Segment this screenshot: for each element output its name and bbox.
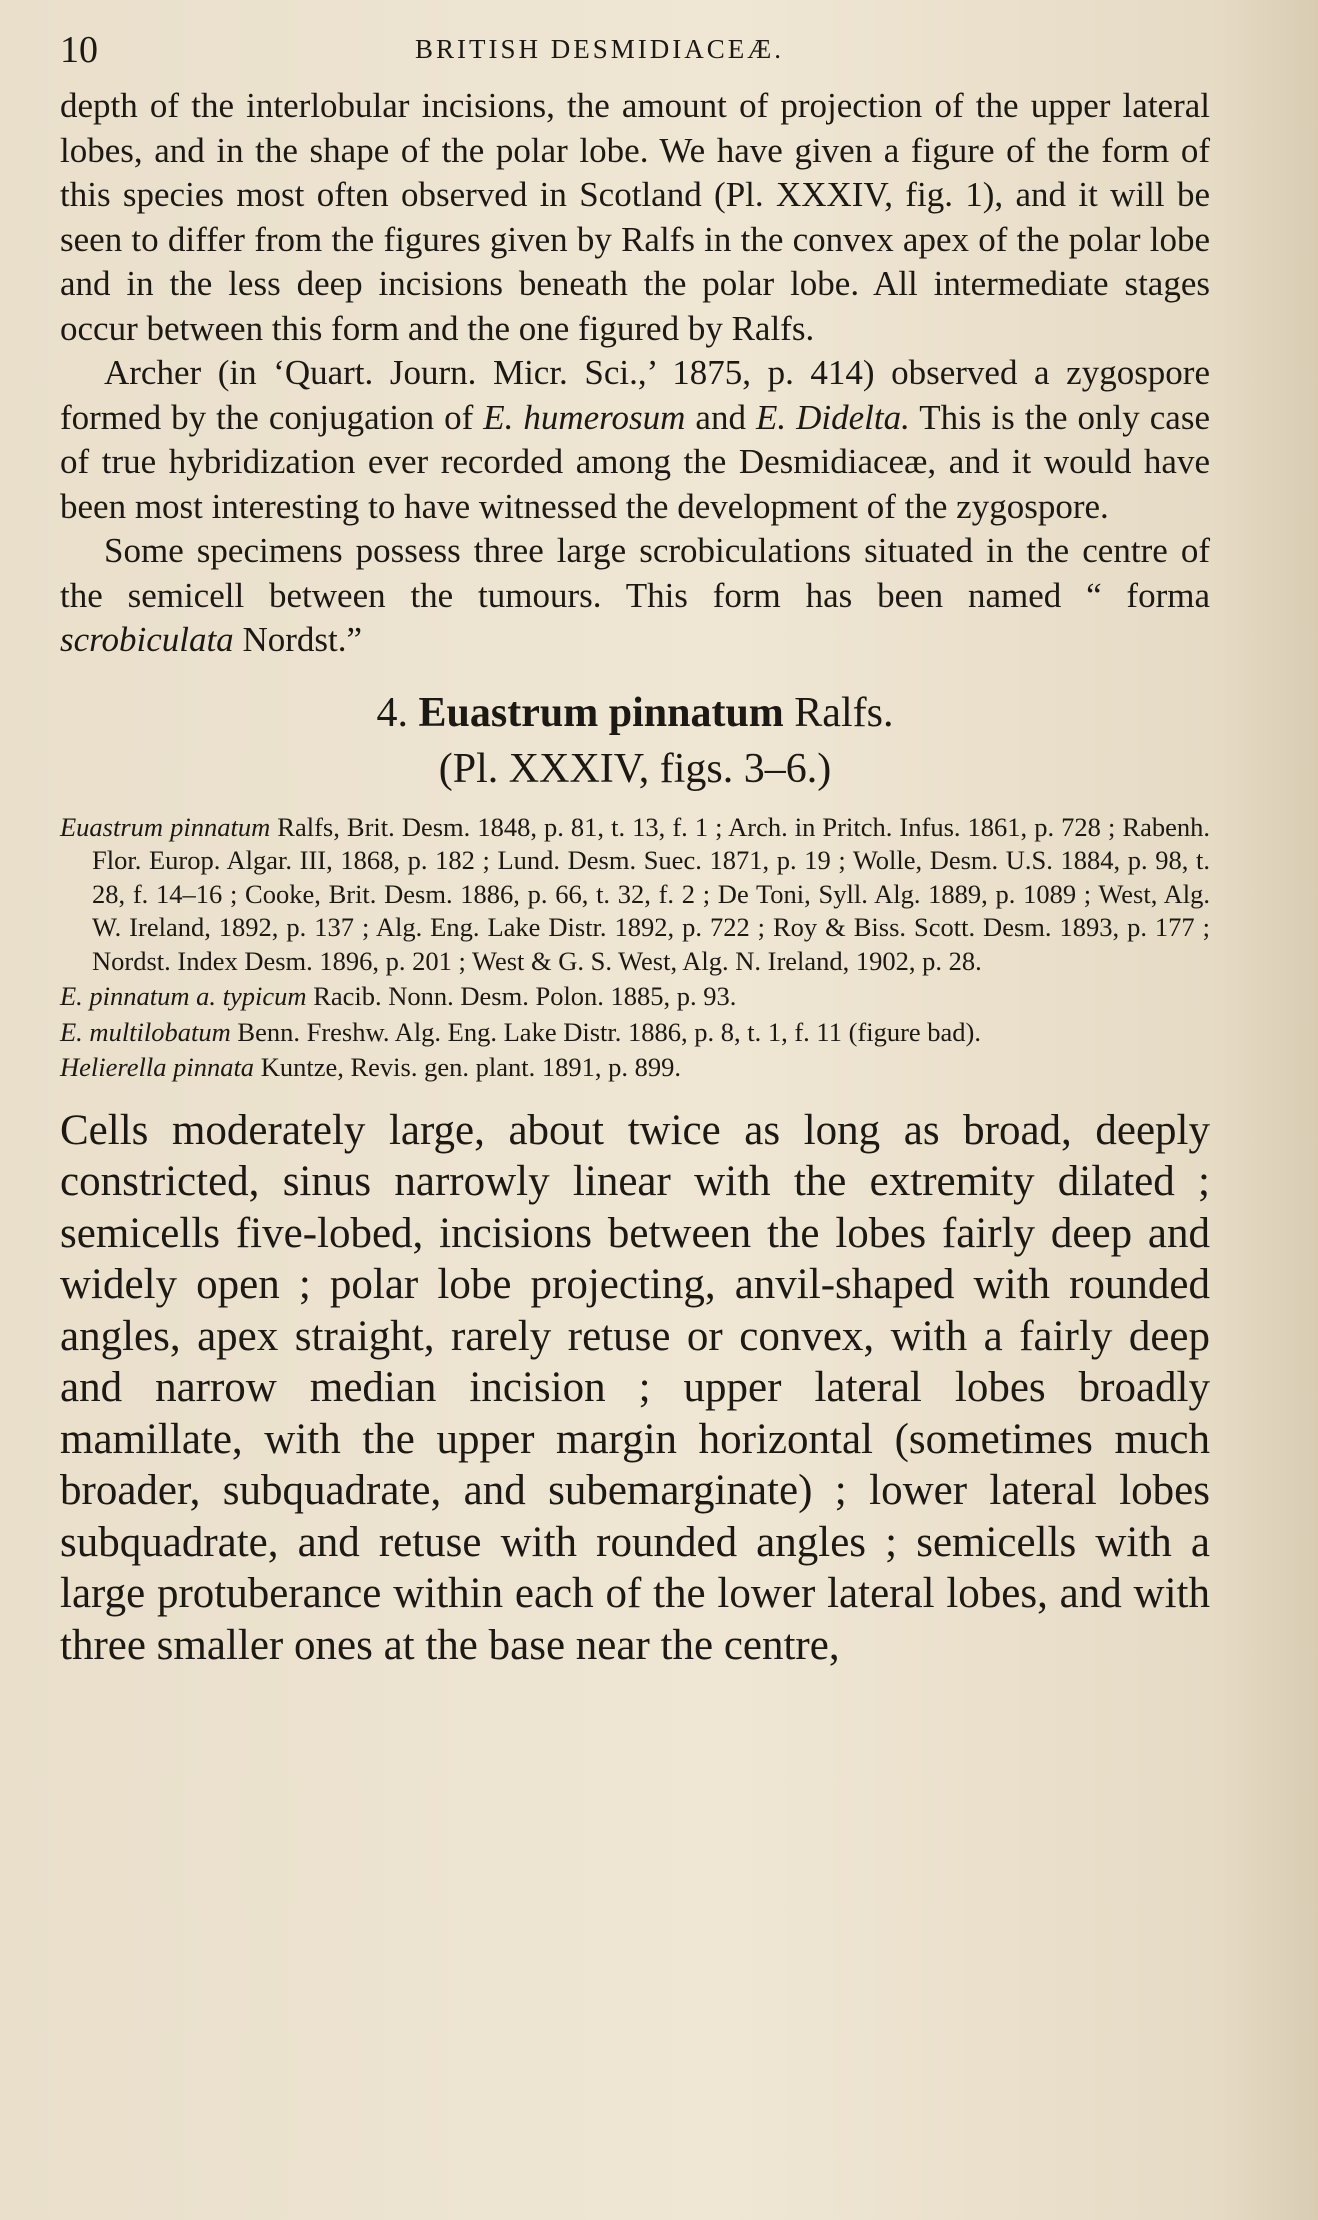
synonym-name: E. pinnatum a. typicum <box>60 981 307 1011</box>
species-author: Ralfs. <box>783 689 894 736</box>
forma-name: scrobiculata <box>60 620 234 659</box>
taxon-name: E. humerosum <box>483 397 686 437</box>
running-title: BRITISH DESMIDIACEÆ. <box>415 34 785 64</box>
page-number: 10 <box>60 29 98 71</box>
synonym-citation: Benn. Freshw. Alg. Eng. Lake Distr. 1886, p. 8, t. 1, f. 11 (figure bad). <box>230 1016 982 1047</box>
paragraph-text: Archer (in ‘Quart. Journ. Micr. Sci.,’ 1875, p. 414) observed a zygospore formed by the conjugation of <box>60 353 1210 437</box>
paragraph-text: This is the only case of true hybridization ever recorded among the Desmidiaceæ, and it would have been most interesting to have witnessed the development of the zygospore. <box>60 397 1210 526</box>
synonymy-entry <box>60 1051 1210 1085</box>
synonym-name: E. multilobatum <box>60 1016 231 1047</box>
species-name: Euastrum pinnatum <box>418 689 784 736</box>
paragraph-archer <box>60 351 1210 529</box>
species-description: Cells moderately large, about twice as long as broad, deeply constricted, sinus narrowly linear with the extremity dilated ; semicells five-lobed, incisions between the lobes fairly deep and widely open ; polar lobe projecting, anvil-shaped with rounded angles, apex straight, rarely retuse or convex, with a fairly deep and narrow median incision ; upper lateral lobes broadly mamillate, with the upper margin horizontal (sometimes much broader, subquadrate, and subemarginate) ; lower lateral lobes subquadrate, and retuse with rounded angles ; semicells with a large protuberance within each of the lower lateral lobes, and with three smaller ones at the base near the centre, <box>60 1106 1210 1669</box>
synonymy-list <box>60 811 1210 1085</box>
plate-reference: (Pl. XXXIV, figs. 3–6.) <box>438 745 832 792</box>
synonym-name: Helierella pinnata <box>60 1052 255 1082</box>
synonym-citation: Racib. Nonn. Desm. Polon. 1885, p. 93. <box>306 981 737 1011</box>
paragraph-text: Nordst.” <box>233 620 362 659</box>
species-heading <box>60 685 1210 741</box>
synonym-name: Euastrum pinnatum <box>60 811 271 842</box>
paragraph-text: and <box>685 397 756 437</box>
paragraph-scrobiculations <box>60 529 1210 663</box>
synonym-citation: Kuntze, Revis. gen. plant. 1891, p. 899. <box>254 1052 681 1082</box>
species-number: 4. <box>376 689 409 736</box>
synonym-citation: Ralfs, Brit. Desm. 1848, p. 81, t. 13, f. 1 ; Arch. in Pritch. Infus. 1861, p. 728 ; Rabenh. Flor. Europ. Algar. III, 1868, p. 182 ; Lund. Desm. Suec. 1871, p. 19 ; Wolle, Desm. U.S. 1884, p. 98, t. 28, f. 14–16 ; Cooke, Brit. Desm. 1886, p. 66, t. 32, f. 2 ; De Toni, Syll. Alg. 1889, p. 1089 ; West, Alg. W. Ireland, 1892, p. 137 ; Alg. Eng. Lake Distr. 1892, p. 722 ; Roy & Biss. Scott. Desm. 1893, p. 177 ; Nordst. Index Desm. 1896, p. 201 ; West & G. S. West, Alg. N. Ireland, 1902, p. 28. <box>92 811 1210 976</box>
synonymy-entry <box>60 811 1210 979</box>
paragraph-text: depth of the interlobular incisions, the amount of projection of the upper lateral lobes, and in the shape of the polar lobe. We have given a figure of the form of this species most often observed in Scotland (Pl. XXXIV, fig. 1), and it will be seen to differ from the figures given by Ralfs in the convex apex of the polar lobe and in the less deep incisions beneath the polar lobe. All intermediate stages occur between this form and the one figured by Ralfs. <box>60 86 1210 348</box>
paragraph-text: Some specimens possess three large scrobiculations situated in the centre of the semicell between the tumours. This form has been named “ forma <box>60 531 1210 615</box>
synonymy-entry <box>60 1016 1210 1050</box>
synonymy-entry <box>60 980 1210 1014</box>
paragraph-continuation <box>60 84 1210 351</box>
taxon-name: E. Didelta. <box>755 397 910 437</box>
running-head <box>60 28 1210 80</box>
